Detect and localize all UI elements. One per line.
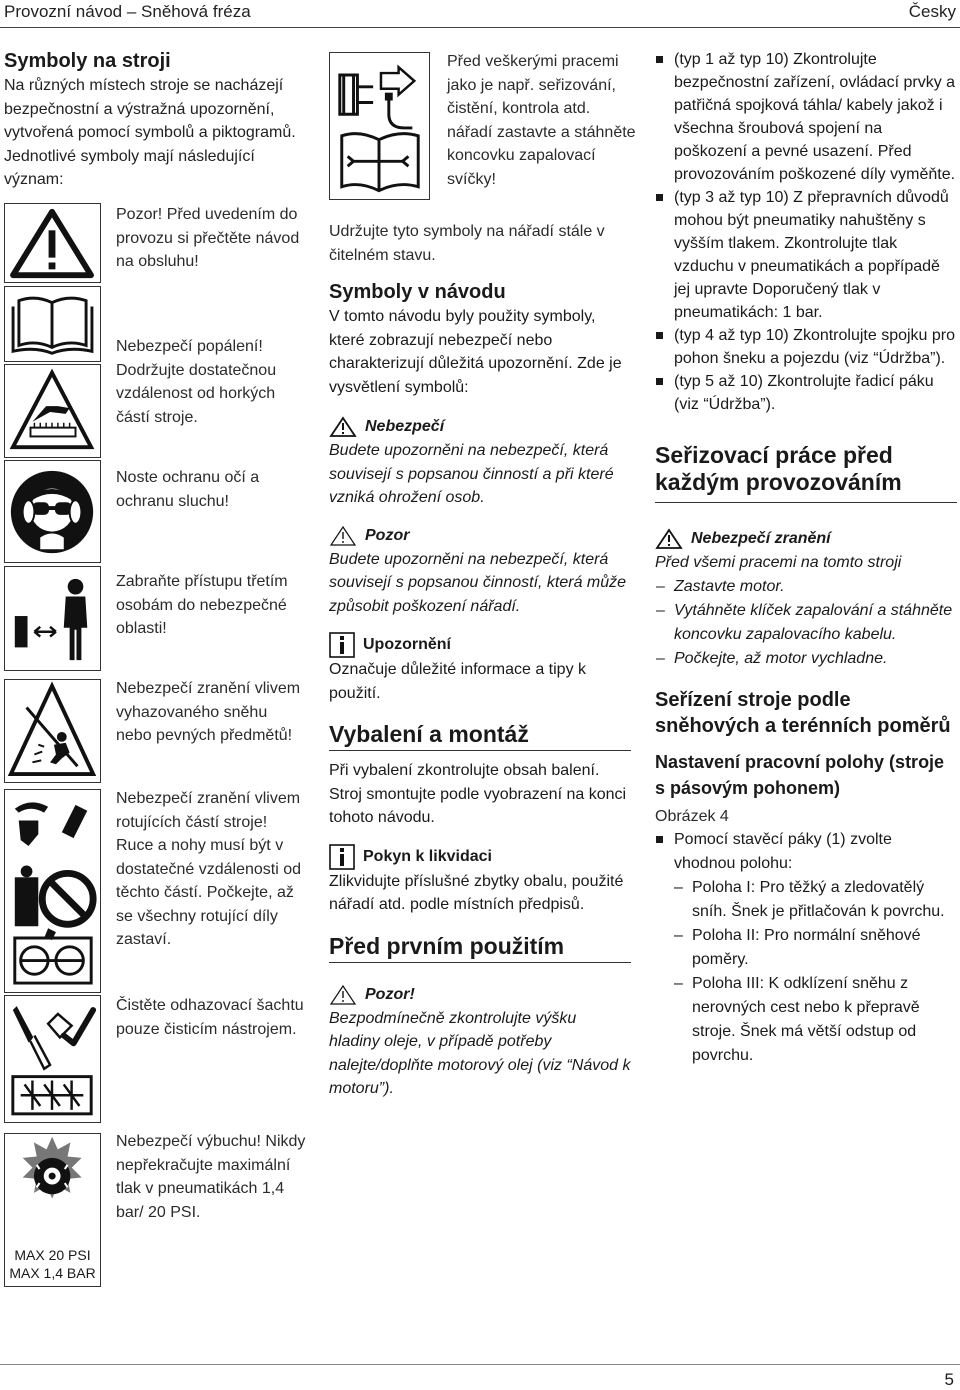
info-icon <box>329 632 355 658</box>
injury-step: – Vytáhněte klíček zapalování a stáhněte koncovku zapalovacího kabelu. <box>655 599 957 647</box>
eye-ear-protection-icon <box>4 460 101 563</box>
working-position-heading: Nastavení pracovní polohy (stroje s pásovým pohonem) <box>655 751 945 798</box>
lever-list <box>655 828 957 876</box>
unpack-heading-block <box>329 721 631 751</box>
maintenance-plug-icon <box>329 52 430 200</box>
position-item: – Poloha II: Pro normální sněhové poměry. <box>655 924 957 972</box>
cleaning-tool-icon <box>4 995 101 1123</box>
hot-surface-icon <box>4 364 101 458</box>
position-item: – Poloha III: K odklízení sněhu z nerovných cest nebo k přepravě stroje. Šnek má větší odstup od povrchu. <box>655 972 957 1068</box>
tire-max-psi-label: MAX 20 PSI <box>14 1247 91 1263</box>
notice-text: Označuje důležité informace a tipy k použití. <box>329 661 587 702</box>
danger-text: Budete upozorněni na nebezpečí, která souvisejí s popsanou činností a při které vzniká ohrožení osob. <box>329 442 614 506</box>
injury-step: – Zastavte motor. <box>655 575 957 599</box>
figure-reference: Obrázek 4 <box>655 807 729 825</box>
position-item: – Poloha I: Pro těžký a zledovatělý sníh. Šnek je přitlačován k povrchu. <box>655 876 957 924</box>
positions-list <box>655 876 957 1068</box>
adjust-heading: Seřizovací práce před každým provozováním <box>655 442 902 495</box>
symbol-text-cleaning-tool: Čistěte odhazovací šachtu pouze čisticím nástrojem. <box>116 997 304 1038</box>
first-use-caution-label: Pozor! <box>365 985 415 1003</box>
first-use-heading-block <box>329 933 631 963</box>
first-use-heading: Před prvním použitím <box>329 932 565 959</box>
lever-instruction: Pomocí stavěcí páky (1) zvolte vhodnou polohu: <box>655 828 957 876</box>
danger-warning-icon <box>329 416 357 438</box>
symbol-text-thrown-objects: Nebezpečí zranění vlivem vyhazovaného sněhu nebo pevných předmětů! <box>116 680 301 744</box>
disposal-label: Pokyn k likvidaci <box>363 847 492 865</box>
rotating-parts-icon <box>4 789 101 993</box>
caution-warning-icon <box>329 525 357 547</box>
first-use-caution-text: Bezpodmínečně zkontrolujte výšku hladiny oleje, v případě potřeby nalejte/doplňte motorový olej (viz “Návod k motoru”). <box>329 1009 631 1097</box>
notice-note-heading <box>329 632 631 658</box>
first-use-caution-heading <box>329 983 631 1007</box>
injury-intro: Před všemi pracemi na tomto stroji <box>655 554 902 571</box>
check-item: (typ 5 až 10) Zkontrolujte řadicí páku (viz “Údržba”). <box>655 370 957 416</box>
disposal-info-icon <box>329 844 355 870</box>
symbol-text-keep-distance: Zabraňte přístupu třetím osobám do nebezpečné oblasti! <box>116 573 288 637</box>
tire-max-bar-label: MAX 1,4 BAR <box>9 1265 96 1281</box>
caution-note-heading <box>329 524 631 548</box>
disposal-note-heading <box>329 844 631 870</box>
unpack-heading: Vybalení a montáž <box>329 721 529 747</box>
maintenance-symbol-text: Před veškerými pracemi jako je např. seřizování, čistění, kontrola atd. nářadí zastavte a stáhněte koncovku zapalovací svíčky! <box>447 53 636 188</box>
injury-steps-list <box>655 575 957 671</box>
setting-heading: Seřízení stroje podle sněhových a terénních poměrů <box>655 688 951 737</box>
symbol-text-rotating-parts: Nebezpečí zranění vlivem rotujících částí stroje! Ruce a nohy musí být v dostatečné vzdálenosti od těchto částí. Počkejte, až se všechny rotující díly zastaví. <box>116 790 302 948</box>
section-intro: Na různých místech stroje se nacházejí bezpečnostní a výstražná upozornění, vytvořená pomocí symbolů a piktogramů. Jednotlivé symboly mají následující význam: <box>4 77 296 188</box>
column-checks-and-adjustments <box>655 48 957 1068</box>
running-header-title: Provozní návod – Sněhová fréza <box>4 2 251 21</box>
check-item: (typ 4 až typ 10) Zkontrolujte spojku pro pohon šneku a pojezdu (viz “Údržba”). <box>655 324 957 370</box>
symbol-text-eye-ear: Noste ochranu očí a ochranu sluchu! <box>116 469 260 510</box>
injury-warning-icon <box>655 528 683 550</box>
keep-symbols-readable: Udržujte tyto symboly na nářadí stále v čitelném stavu. <box>329 223 605 264</box>
caution-text: Budete upozorněni na nebezpečí, která souvisejí s popsanou činností, která může způsobit poškození nářadí. <box>329 550 627 615</box>
disposal-text: Zlikvidujte příslušné zbytky obalu, použité nářadí atd. podle místních předpisů. <box>329 872 624 913</box>
column-manual-symbols <box>329 220 631 1101</box>
symbol-text-tire-explosion: Nebezpečí výbuchu! Nikdy nepřekračujte maximální tlak v pneumatikách 1,4 bar/ 20 PSI. <box>116 1133 306 1221</box>
injury-note-heading <box>655 527 957 551</box>
danger-note-heading <box>329 415 631 439</box>
tire-explosion-icon <box>4 1133 101 1287</box>
adjust-heading-block <box>655 442 957 503</box>
injury-label: Nebezpečí zranění <box>691 530 831 547</box>
first-use-caution-icon <box>329 984 357 1006</box>
header-rule <box>0 27 960 28</box>
footer-rule <box>0 1364 960 1365</box>
caution-label: Pozor <box>365 526 410 544</box>
pre-use-checks-list <box>655 48 957 416</box>
symbol-text-manual: Pozor! Před uvedením do provozu si přečtěte návod na obsluhu! <box>116 206 300 270</box>
symbol-text-hot-surface: Nebezpečí popálení! Dodržujte dostatečnou vzdálenost od horkých částí stroje. <box>116 338 277 426</box>
running-header-language: Česky <box>908 2 956 21</box>
manual-symbols-heading: Symboly v návodu <box>329 281 506 303</box>
manual-symbols-intro: V tomto návodu byly použity symboly, které zobrazují nebezpečí nebo charakterizují důležitá upozornění. Zde je vysvětlení symbolů: <box>329 308 622 396</box>
injury-step: – Počkejte, až motor vychladne. <box>655 647 957 671</box>
manual-book-icon <box>4 286 101 362</box>
check-item: (typ 1 až typ 10) Zkontrolujte bezpečnostní zařízení, ovládací prvky a patřičná spojková táhla/ kabely jakož i všechna šroubová spojení na poškození a pevné usazení. Před provozováním poškozené díly vyměňte. <box>655 48 957 186</box>
section-title: Symboly na stroji <box>4 50 171 72</box>
check-item: (typ 3 až typ 10) Z přepravních důvodů mohou být pneumatiky nahuštěny s vyšším tlakem. Zkontrolujte tlak vzduchu v pneumatikách a popřípadě jej upravte Doporučený tlak v pneumatikách: 1 bar. <box>655 186 957 324</box>
warning-icon <box>4 203 101 283</box>
column-symbols-on-machine <box>4 48 304 192</box>
page-number: 5 <box>944 1370 954 1389</box>
thrown-objects-icon <box>4 679 101 783</box>
unpack-text: Při vybalení zkontrolujte obsah balení. Stroj smontujte podle vyobrazení na konci tohoto návodu. <box>329 762 627 826</box>
danger-label: Nebezpečí <box>365 418 445 435</box>
notice-label: Upozornění <box>363 636 451 653</box>
keep-distance-icon <box>4 566 101 671</box>
